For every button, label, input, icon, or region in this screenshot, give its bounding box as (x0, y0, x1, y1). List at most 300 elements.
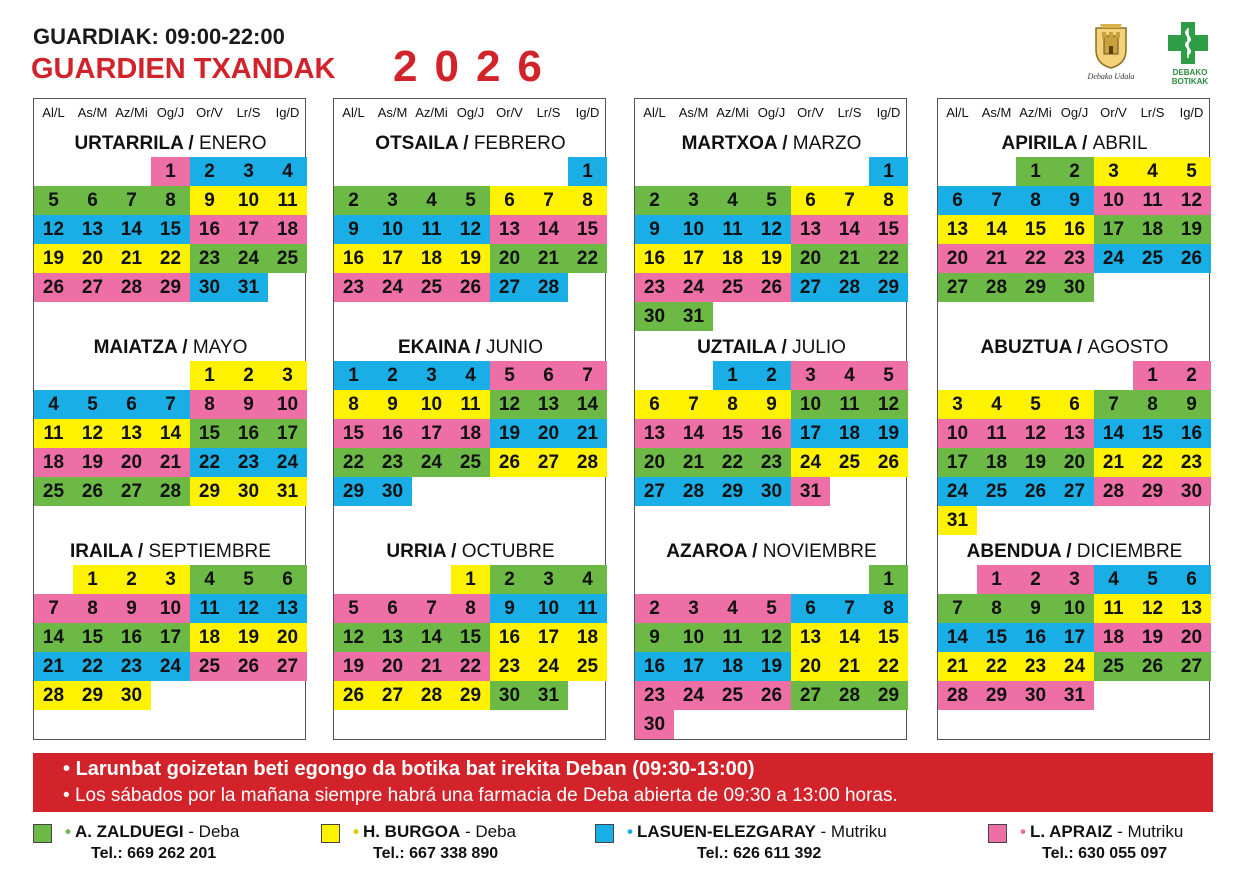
day-cell: 24 (529, 652, 568, 681)
day-header: Og/J (757, 105, 786, 120)
day-cell: 9 (334, 215, 373, 244)
day-cell: 7 (977, 186, 1016, 215)
day-cell: 6 (1172, 565, 1211, 594)
day-header: Az/Mi (415, 105, 448, 120)
day-cell: 27 (268, 652, 307, 681)
calendar-column (634, 98, 907, 740)
day-cell: 28 (112, 273, 151, 302)
day-cell: 15 (151, 215, 190, 244)
day-cell: 27 (791, 273, 830, 302)
day-cell: 28 (34, 681, 73, 710)
day-cell: 18 (1094, 623, 1133, 652)
day-cell: 9 (373, 390, 412, 419)
day-cell: 21 (112, 244, 151, 273)
day-cell: 18 (190, 623, 229, 652)
day-cell: 14 (1094, 419, 1133, 448)
day-cell: 16 (635, 244, 674, 273)
pharmacy-name: L. APRAIZ (1029, 822, 1113, 841)
day-cell: 11 (568, 594, 607, 623)
day-header: As/M (77, 105, 108, 120)
day-cell: 20 (791, 652, 830, 681)
day-header: As/M (981, 105, 1012, 120)
day-cell: 7 (830, 186, 869, 215)
day-cell: 14 (830, 623, 869, 652)
day-cell: 18 (1133, 215, 1172, 244)
day-cell: 25 (977, 477, 1016, 506)
day-cell: 20 (938, 244, 977, 273)
day-cell: 12 (1172, 186, 1211, 215)
day-cell: 14 (938, 623, 977, 652)
day-cell: 9 (1016, 594, 1055, 623)
day-cell: 3 (938, 390, 977, 419)
day-cell: 29 (73, 681, 112, 710)
day-cell: 30 (190, 273, 229, 302)
month-title: URTARRILA / ENERO (74, 133, 267, 154)
day-cell: 1 (977, 565, 1016, 594)
day-cell: 21 (674, 448, 713, 477)
day-cell: 21 (529, 244, 568, 273)
day-cell: 10 (674, 215, 713, 244)
day-cell: 14 (34, 623, 73, 652)
day-cell: 1 (451, 565, 490, 594)
day-cell: 10 (151, 594, 190, 623)
notice-line-spanish: • Los sábados por la mañana siempre habrá una farmacia de Deba abierta de 09:30 a 13:00 horas. (63, 785, 898, 806)
day-cell: 4 (34, 390, 73, 419)
day-cell: 22 (568, 244, 607, 273)
day-cell: 6 (791, 186, 830, 215)
day-cell: 7 (112, 186, 151, 215)
pharmacy-tel: Tel.: 630 055 097 (1042, 845, 1168, 862)
day-cell: 21 (568, 419, 607, 448)
pharmacy-tel: Tel.: 626 611 392 (697, 845, 822, 862)
day-cell: 10 (1094, 186, 1133, 215)
day-cell: 27 (1172, 652, 1211, 681)
day-cell: 3 (674, 186, 713, 215)
day-cell: 24 (229, 244, 268, 273)
day-header-row (334, 105, 607, 125)
coat-of-arms-icon (1092, 22, 1130, 70)
day-cell: 8 (73, 594, 112, 623)
day-cell: 9 (490, 594, 529, 623)
day-cell: 29 (869, 681, 908, 710)
day-cell: 13 (490, 215, 529, 244)
day-cell: 9 (635, 215, 674, 244)
day-cell: 2 (334, 186, 373, 215)
day-cell: 16 (1055, 215, 1094, 244)
day-cell: 7 (1094, 390, 1133, 419)
day-header: Or/V (196, 105, 223, 120)
day-cell: 7 (938, 594, 977, 623)
day-cell: 26 (752, 681, 791, 710)
day-cell: 1 (869, 157, 908, 186)
day-cell: 6 (791, 594, 830, 623)
day-cell: 1 (1016, 157, 1055, 186)
day-cell: 20 (73, 244, 112, 273)
day-cell: 25 (34, 477, 73, 506)
day-cell: 10 (791, 390, 830, 419)
day-cell: 14 (112, 215, 151, 244)
day-cell: 22 (977, 652, 1016, 681)
day-cell: 23 (635, 273, 674, 302)
day-cell: 5 (451, 186, 490, 215)
day-cell: 10 (373, 215, 412, 244)
day-cell: 30 (752, 477, 791, 506)
day-cell: 2 (190, 157, 229, 186)
month-title: MAIATZA / MAYO (93, 337, 248, 358)
day-cell: 5 (490, 361, 529, 390)
pharmacy-tel: Tel.: 667 338 890 (373, 845, 499, 862)
day-cell: 19 (1172, 215, 1211, 244)
day-cell: 18 (34, 448, 73, 477)
day-cell: 3 (1094, 157, 1133, 186)
day-header: Og/J (1060, 105, 1089, 120)
day-header: Al/L (42, 105, 65, 120)
day-cell: 20 (529, 419, 568, 448)
day-cell: 22 (1133, 448, 1172, 477)
day-cell: 1 (73, 565, 112, 594)
day-cell: 21 (412, 652, 451, 681)
day-cell: 10 (674, 623, 713, 652)
udala-caption: Debako Udala (1087, 72, 1135, 81)
day-cell: 5 (1133, 565, 1172, 594)
day-cell: 9 (112, 594, 151, 623)
day-cell: 13 (1055, 419, 1094, 448)
day-cell: 18 (568, 623, 607, 652)
day-cell: 30 (229, 477, 268, 506)
day-header: Al/L (342, 105, 365, 120)
day-cell: 29 (977, 681, 1016, 710)
day-header: Or/V (496, 105, 523, 120)
day-cell: 26 (229, 652, 268, 681)
month-title: ABENDUA / DICIEMBRE (966, 541, 1183, 562)
day-cell: 25 (190, 652, 229, 681)
day-cell: 20 (490, 244, 529, 273)
day-cell: 8 (869, 594, 908, 623)
day-cell: 1 (568, 157, 607, 186)
day-cell: 5 (752, 594, 791, 623)
day-cell: 23 (752, 448, 791, 477)
day-header: Lr/S (837, 105, 862, 120)
day-cell: 24 (674, 273, 713, 302)
day-cell: 9 (190, 186, 229, 215)
day-cell: 24 (791, 448, 830, 477)
day-cell: 13 (791, 215, 830, 244)
day-cell: 15 (1133, 419, 1172, 448)
day-cell: 21 (151, 448, 190, 477)
day-cell: 25 (568, 652, 607, 681)
day-cell: 24 (674, 681, 713, 710)
guard-hours: GUARDIAK: 09:00-22:00 (33, 24, 285, 49)
day-cell: 24 (412, 448, 451, 477)
day-cell: 23 (1016, 652, 1055, 681)
year-label: 2026 (393, 42, 559, 91)
day-cell: 16 (373, 419, 412, 448)
day-cell: 10 (938, 419, 977, 448)
day-cell: 14 (830, 215, 869, 244)
day-header: Ig/D (876, 105, 901, 120)
pharmacy-place: - Deba (464, 822, 516, 841)
day-cell: 22 (73, 652, 112, 681)
day-cell: 3 (151, 565, 190, 594)
day-cell: 23 (373, 448, 412, 477)
day-cell: 11 (1094, 594, 1133, 623)
day-cell: 18 (977, 448, 1016, 477)
day-cell: 31 (1055, 681, 1094, 710)
day-cell: 30 (490, 681, 529, 710)
day-cell: 5 (229, 565, 268, 594)
day-cell: 13 (635, 419, 674, 448)
day-cell: 5 (869, 361, 908, 390)
day-cell: 6 (490, 186, 529, 215)
day-header: Lr/S (1140, 105, 1165, 120)
day-cell: 22 (869, 244, 908, 273)
day-cell: 27 (938, 273, 977, 302)
day-cell: 5 (73, 390, 112, 419)
pharmacy-cross-icon (1168, 22, 1208, 64)
day-cell: 31 (229, 273, 268, 302)
day-cell: 6 (112, 390, 151, 419)
day-cell: 2 (1172, 361, 1211, 390)
day-cell: 18 (713, 652, 752, 681)
day-cell: 20 (1055, 448, 1094, 477)
day-header-row (635, 105, 908, 125)
day-cell: 4 (713, 186, 752, 215)
day-cell: 25 (713, 273, 752, 302)
day-cell: 23 (635, 681, 674, 710)
day-cell: 14 (977, 215, 1016, 244)
day-cell: 31 (938, 506, 977, 535)
day-cell: 2 (1055, 157, 1094, 186)
day-cell: 17 (151, 623, 190, 652)
day-cell: 23 (334, 273, 373, 302)
day-cell: 8 (190, 390, 229, 419)
day-cell: 7 (830, 594, 869, 623)
day-cell: 6 (73, 186, 112, 215)
day-cell: 3 (529, 565, 568, 594)
day-cell: 30 (1016, 681, 1055, 710)
day-cell: 13 (268, 594, 307, 623)
pharmacy-name: A. ZALDUEGI (74, 822, 184, 841)
day-header: Az/Mi (716, 105, 749, 120)
day-cell: 8 (568, 186, 607, 215)
day-cell: 5 (1172, 157, 1211, 186)
day-header: Ig/D (575, 105, 600, 120)
calendar-column (937, 98, 1210, 740)
day-cell: 21 (34, 652, 73, 681)
day-cell: 18 (830, 419, 869, 448)
page-title: GUARDIEN TXANDAK (31, 53, 336, 85)
day-cell: 12 (490, 390, 529, 419)
day-cell: 20 (635, 448, 674, 477)
day-cell: 29 (334, 477, 373, 506)
day-cell: 4 (1094, 565, 1133, 594)
day-cell: 24 (268, 448, 307, 477)
day-cell: 31 (268, 477, 307, 506)
day-cell: 27 (1055, 477, 1094, 506)
day-cell: 29 (1016, 273, 1055, 302)
day-cell: 29 (451, 681, 490, 710)
day-cell: 19 (869, 419, 908, 448)
day-cell: 15 (1016, 215, 1055, 244)
day-cell: 26 (334, 681, 373, 710)
day-cell: 2 (229, 361, 268, 390)
day-header: Az/Mi (1019, 105, 1052, 120)
day-cell: 26 (34, 273, 73, 302)
day-cell: 19 (490, 419, 529, 448)
legend-swatch-yellow (321, 824, 340, 843)
day-header: Az/Mi (115, 105, 148, 120)
day-cell: 11 (412, 215, 451, 244)
day-cell: 3 (1055, 565, 1094, 594)
day-cell: 14 (529, 215, 568, 244)
day-cell: 10 (1055, 594, 1094, 623)
month-title: IRAILA / SEPTIEMBRE (70, 541, 271, 562)
day-cell: 24 (151, 652, 190, 681)
day-cell: 27 (635, 477, 674, 506)
day-cell: 9 (1055, 186, 1094, 215)
day-cell: 13 (529, 390, 568, 419)
day-cell: 6 (529, 361, 568, 390)
day-cell: 14 (151, 419, 190, 448)
month-title: OTSAILA / FEBRERO (375, 133, 566, 154)
day-cell: 8 (1016, 186, 1055, 215)
day-cell: 29 (1133, 477, 1172, 506)
day-cell: 25 (713, 681, 752, 710)
day-cell: 30 (635, 710, 674, 739)
notice-line-basque: • Larunbat goizetan beti egongo da botika bat irekita Deban (09:30-13:00) (63, 758, 755, 780)
day-cell: 4 (1133, 157, 1172, 186)
day-cell: 29 (713, 477, 752, 506)
day-cell: 7 (568, 361, 607, 390)
month-title: ABUZTUA / AGOSTO (980, 337, 1169, 358)
day-cell: 31 (674, 302, 713, 331)
day-cell: 17 (412, 419, 451, 448)
day-cell: 28 (412, 681, 451, 710)
day-cell: 1 (1133, 361, 1172, 390)
day-cell: 20 (373, 652, 412, 681)
day-cell: 17 (674, 244, 713, 273)
day-cell: 16 (752, 419, 791, 448)
day-cell: 19 (334, 652, 373, 681)
day-cell: 16 (1016, 623, 1055, 652)
pharmacy-name: LASUEN-ELEZGARAY (636, 822, 816, 841)
day-cell: 28 (830, 273, 869, 302)
day-cell: 28 (151, 477, 190, 506)
month-title: URRIA / OCTUBRE (386, 541, 555, 562)
day-cell: 11 (190, 594, 229, 623)
day-header: Al/L (946, 105, 969, 120)
day-cell: 23 (112, 652, 151, 681)
day-cell: 26 (1016, 477, 1055, 506)
day-cell: 24 (1094, 244, 1133, 273)
calendar-column (333, 98, 606, 740)
day-cell: 2 (490, 565, 529, 594)
day-header: As/M (377, 105, 408, 120)
day-cell: 20 (112, 448, 151, 477)
day-cell: 11 (34, 419, 73, 448)
day-cell: 4 (977, 390, 1016, 419)
day-cell: 24 (1055, 652, 1094, 681)
day-header: Or/V (797, 105, 824, 120)
day-cell: 13 (112, 419, 151, 448)
day-cell: 22 (334, 448, 373, 477)
day-cell: 12 (869, 390, 908, 419)
day-cell: 13 (73, 215, 112, 244)
day-cell: 31 (791, 477, 830, 506)
day-cell: 14 (568, 390, 607, 419)
day-cell: 17 (938, 448, 977, 477)
day-cell: 9 (1172, 390, 1211, 419)
day-cell: 13 (938, 215, 977, 244)
day-cell: 15 (334, 419, 373, 448)
day-cell: 26 (1133, 652, 1172, 681)
day-header-row (938, 105, 1211, 125)
day-cell: 6 (1055, 390, 1094, 419)
legend-swatch-green (33, 824, 52, 843)
day-cell: 18 (268, 215, 307, 244)
legend-swatch-pink (988, 824, 1007, 843)
pharmacy-tel: Tel.: 669 262 201 (91, 845, 217, 862)
day-cell: 4 (568, 565, 607, 594)
day-cell: 27 (529, 448, 568, 477)
day-cell: 7 (529, 186, 568, 215)
day-cell: 23 (190, 244, 229, 273)
day-cell: 17 (1055, 623, 1094, 652)
day-cell: 2 (373, 361, 412, 390)
day-cell: 4 (268, 157, 307, 186)
day-cell: 22 (190, 448, 229, 477)
day-cell: 17 (268, 419, 307, 448)
day-cell: 24 (373, 273, 412, 302)
day-cell: 15 (713, 419, 752, 448)
day-cell: 8 (451, 594, 490, 623)
day-cell: 2 (1016, 565, 1055, 594)
day-cell: 11 (451, 390, 490, 419)
day-cell: 16 (334, 244, 373, 273)
day-cell: 21 (830, 244, 869, 273)
day-cell: 8 (977, 594, 1016, 623)
day-cell: 10 (268, 390, 307, 419)
day-header: Lr/S (536, 105, 561, 120)
day-cell: 4 (451, 361, 490, 390)
day-cell: 28 (938, 681, 977, 710)
day-cell: 3 (229, 157, 268, 186)
day-cell: 12 (1133, 594, 1172, 623)
day-cell: 3 (791, 361, 830, 390)
day-cell: 22 (151, 244, 190, 273)
day-cell: 25 (451, 448, 490, 477)
day-cell: 13 (373, 623, 412, 652)
month-title: EKAINA / JUNIO (398, 337, 543, 358)
day-cell: 15 (451, 623, 490, 652)
day-cell: 19 (34, 244, 73, 273)
day-cell: 28 (1094, 477, 1133, 506)
day-cell: 15 (869, 623, 908, 652)
day-cell: 19 (752, 244, 791, 273)
day-cell: 2 (635, 594, 674, 623)
day-header: As/M (678, 105, 709, 120)
day-cell: 3 (674, 594, 713, 623)
day-cell: 16 (190, 215, 229, 244)
day-cell: 11 (977, 419, 1016, 448)
day-cell: 3 (268, 361, 307, 390)
day-cell: 8 (713, 390, 752, 419)
day-cell: 12 (451, 215, 490, 244)
pharmacy-place: - Mutriku (1117, 822, 1184, 841)
day-cell: 8 (151, 186, 190, 215)
day-header: Ig/D (275, 105, 300, 120)
day-header: Ig/D (1179, 105, 1204, 120)
